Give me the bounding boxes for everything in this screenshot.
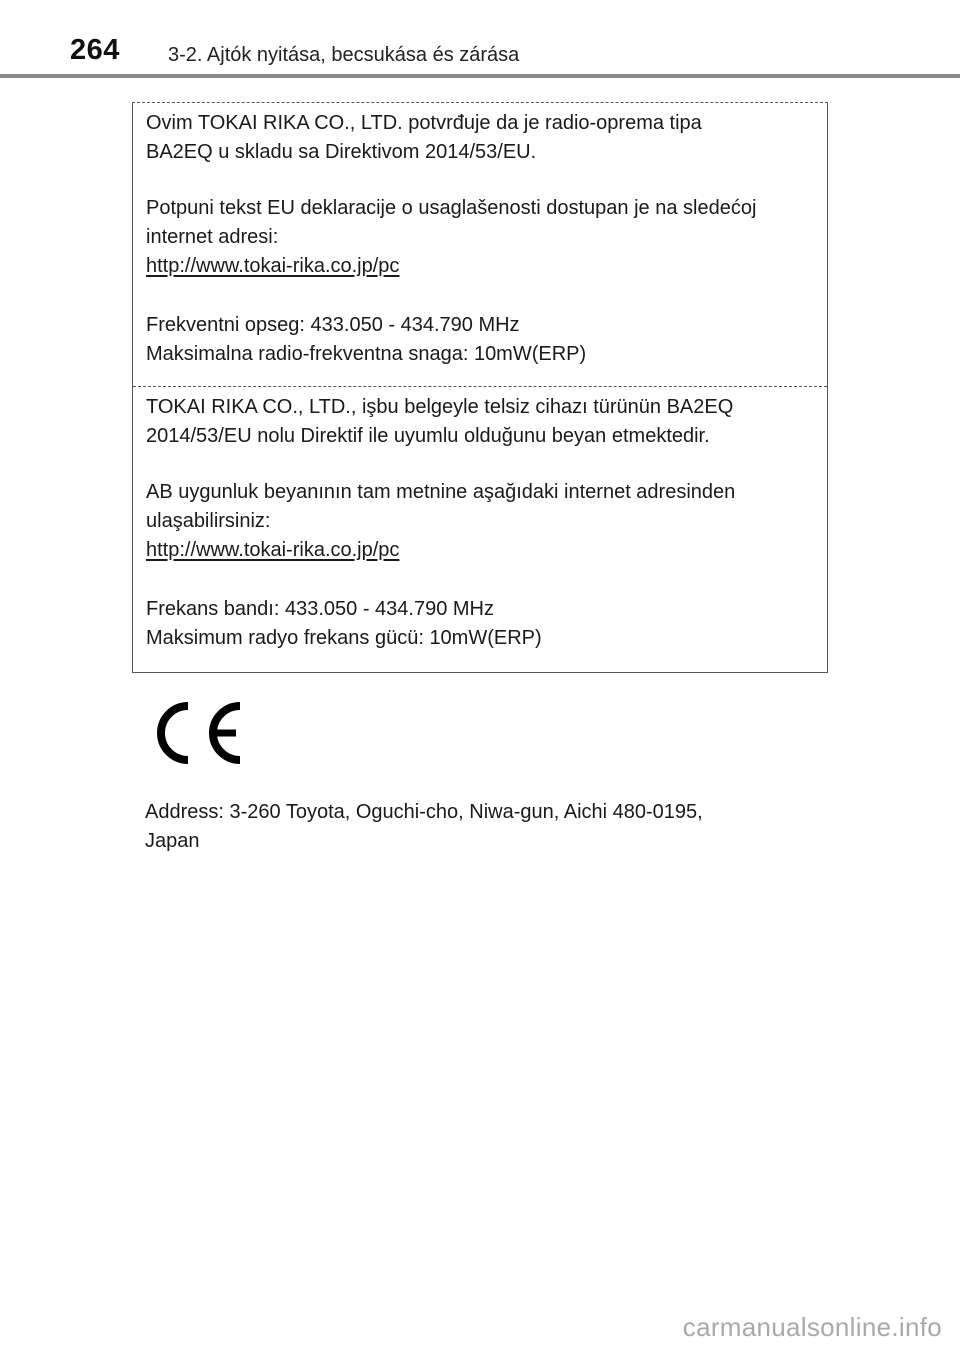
serbian-line-4: internet adresi: [146, 226, 279, 248]
serbian-line-1: Ovim TOKAI RIKA CO., LTD. potvrđuje da je radio-oprema tipa [146, 112, 702, 134]
watermark: carmanualsonline.info [682, 1312, 942, 1342]
turkish-line-1: TOKAI RIKA CO., LTD., işbu belgeyle telsiz cihazı türünün BA2EQ [146, 396, 734, 418]
page-header [0, 0, 960, 80]
address-line-2: Japan [145, 830, 200, 852]
serbian-line-5: Frekventni opseg: 433.050 - 434.790 MHz [146, 314, 520, 336]
turkish-line-4: ulaşabilirsiniz: [146, 510, 271, 532]
ce-mark-icon [152, 700, 248, 766]
serbian-declaration-link[interactable]: http://www.tokai-rika.co.jp/pc [146, 255, 400, 277]
section-title: 3-2. Ajtók nyitása, becsukása és zárása [168, 44, 520, 66]
serbian-line-2: BA2EQ u skladu sa Direktivom 2014/53/EU. [146, 141, 537, 163]
turkish-line-2: 2014/53/EU nolu Direktif ile uyumlu olduğunu beyan etmektedir. [146, 425, 710, 447]
address-line-1: Address: 3-260 Toyota, Oguchi-cho, Niwa-gun, Aichi 480-0195, [145, 801, 703, 823]
serbian-line-3: Potpuni tekst EU deklaracije o usaglašenosti dostupan je na sledećoj [146, 197, 757, 219]
turkish-line-5: Frekans bandı: 433.050 - 434.790 MHz [146, 598, 494, 620]
turkish-line-3: AB uygunluk beyanının tam metnine aşağıdaki internet adresinden [146, 481, 736, 503]
page-number: 264 [70, 34, 120, 66]
turkish-declaration-link[interactable]: http://www.tokai-rika.co.jp/pc [146, 539, 400, 561]
serbian-line-6: Maksimalna radio-frekventna snaga: 10mW(ERP) [146, 343, 587, 365]
header-rule [0, 74, 960, 78]
section-divider [133, 386, 827, 387]
turkish-line-6: Maksimum radyo frekans gücü: 10mW(ERP) [146, 627, 542, 649]
declaration-box [132, 102, 828, 673]
